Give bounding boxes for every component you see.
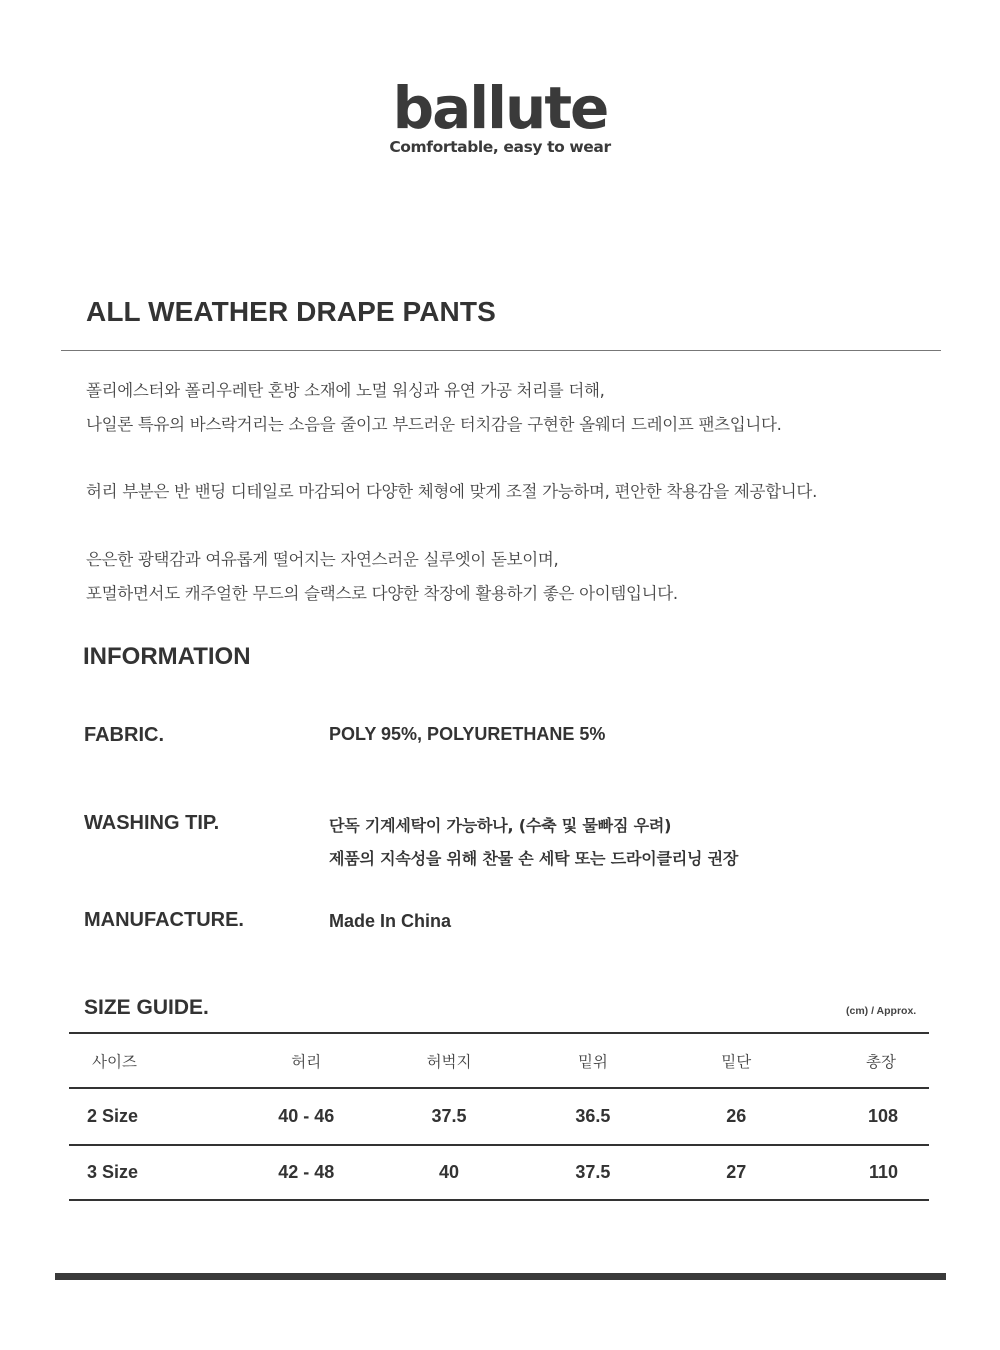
size-guide-heading: SIZE GUIDE. [84,996,209,1019]
size-table-header [69,1033,929,1088]
table-cell: 42 - 48 [278,1162,335,1182]
column-header-size: 사이즈 [92,1052,137,1071]
description-line: 나일론 특유의 바스락거리는 소음을 줄이고 부드러운 터치감을 구현한 올웨더 드레이프 팬츠입니다. [86,415,782,434]
description-line: 포멀하면서도 캐주얼한 무드의 슬랙스로 다양한 착장에 활용하기 좋은 아이템입니다. [86,584,678,603]
manufacture-label: MANUFACTURE. [84,909,244,931]
table-cell: 2 Size [87,1106,139,1126]
column-header-length: 총장 [866,1052,896,1071]
brand-header [0,72,1000,156]
product-title: ALL WEATHER DRAPE PANTS [86,296,496,327]
size-unit-note: (cm) / Approx. [846,1005,917,1017]
table-cell: 37.5 [575,1162,611,1182]
washing-tip-label: WASHING TIP. [84,812,220,834]
brand-logo: ballute [392,74,608,142]
table-cell: 40 - 46 [278,1106,335,1126]
table-cell: 3 Size [87,1162,139,1182]
table-cell: 26 [726,1106,747,1126]
description-line: 폴리에스터와 폴리우레탄 혼방 소재에 노멀 워싱과 유연 가공 처리를 더해, [86,381,605,400]
column-header-hem: 밑단 [721,1052,752,1071]
table-cell: 110 [868,1162,898,1182]
brand-tagline: Comfortable, easy to wear [389,138,611,156]
column-header-rise: 밑위 [577,1052,608,1071]
table-cell: 36.5 [575,1106,611,1126]
column-header-waist: 허리 [291,1052,322,1071]
fabric-label: FABRIC. [84,724,164,746]
description-line: 허리 부분은 반 밴딩 디테일로 마감되어 다양한 체형에 맞게 조절 가능하며, 편안한 착용감을 제공합니다. [86,482,818,501]
table-cell: 108 [867,1106,898,1126]
title-divider [61,350,941,351]
size-table [69,1032,929,1201]
fabric-value: POLY 95%, POLYURETHANE 5% [329,724,606,744]
description-line: 은은한 광택감과 여유롭게 떨어지는 자연스러운 실루엣이 돋보이며, [86,550,559,569]
column-header-thigh: 허벅지 [426,1052,472,1071]
table-row [69,1088,929,1145]
information-heading: INFORMATION [83,643,251,670]
table-cell: 40 [439,1162,460,1182]
manufacture-value: Made In China [329,911,452,931]
table-cell: 27 [726,1162,747,1182]
table-cell: 37.5 [431,1106,467,1126]
washing-tip-line: 단독 기계세탁이 가능하나, (수축 및 물빠짐 우려) [329,816,672,835]
bottom-divider-bar [55,1273,946,1280]
table-row [69,1145,929,1200]
washing-tip-line: 제품의 지속성을 위해 찬물 손 세탁 또는 드라이클리닝 권장 [329,849,739,868]
